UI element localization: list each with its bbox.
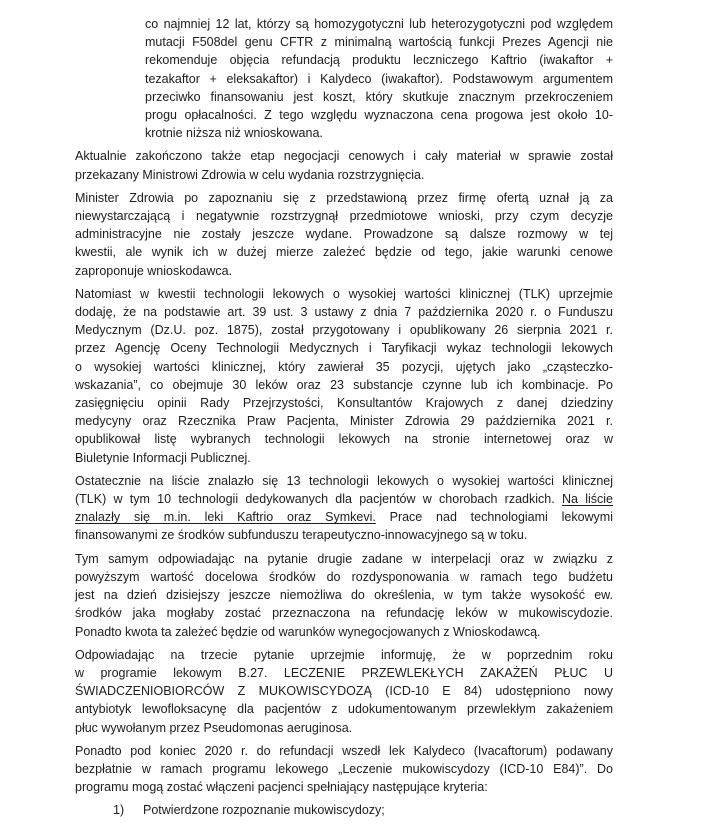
- text-line: [75, 508, 613, 526]
- text-line: [145, 88, 613, 106]
- text-segment: Medycznym (Dz.U. poz. 1875), został przygotowany i opublikowany 26 sierpnia 2021 r.: [75, 323, 613, 338]
- text-segment: jest na dzień dzisiejszy jeszcze niemożliwa do określenia, w tym także wysokość ew.: [75, 588, 613, 603]
- text-segment: progu opłacalności. Z tego względu wyznaczona cena progowa jest około 10-: [145, 108, 613, 123]
- text-line: [75, 664, 613, 682]
- text-segment: Ponadto pod koniec 2020 r. do refundacji wszedł lek Kalydeco (Ivacaftorum) podawany: [75, 743, 613, 758]
- text-segment: kwestii, ale wynik ich w dużej mierze zależeć będzie od tego, jakie warunki cenowe: [75, 245, 613, 260]
- text-line: [145, 51, 613, 69]
- text-segment: tezakaftor + eleksakaftor) i Kalydeco (iwakaftor). Podstawowym argumentem: [145, 71, 613, 86]
- text-segment: Biuletynie Informacji Publicznej.: [75, 450, 251, 465]
- text-line: [145, 70, 613, 88]
- text-line: [75, 449, 613, 467]
- text-line: [75, 682, 613, 700]
- paragraph-5: [75, 472, 613, 545]
- text-segment: antybiotyk lewofloksacynę dla pacjentów z udokumentowanym przewlekłym zakażeniem: [75, 702, 613, 717]
- underlined-text: Na liście: [561, 492, 613, 507]
- text-line: [75, 760, 613, 778]
- text-line: [75, 526, 613, 544]
- text-line: [145, 15, 613, 33]
- text-segment: rekomenduje objęcia refundacją produktu leczniczego Kaftrio (iwakaftor +: [145, 53, 613, 68]
- text-line: [145, 33, 613, 51]
- text-segment: krotnie niższa niż wnioskowana.: [145, 126, 323, 141]
- text-segment: Odpowiadając na trzecie pytanie uprzejmie informuję, że w poprzednim roku: [75, 647, 613, 662]
- text-segment: medycyny oraz Rzecznika Praw Pacjenta, Minister Zdrowia 29 października 2021 r.: [75, 414, 613, 429]
- text-segment: Tym samym odpowiadając na pytanie drugie zadane w interpelacji oraz w związku z: [75, 551, 613, 566]
- text-line: [75, 586, 613, 604]
- text-line: [75, 207, 613, 225]
- text-line: [75, 472, 613, 490]
- text-segment: mutacji F508del genu CFTR z minimalną wartością funkcji Prezes Agencji nie: [145, 35, 613, 50]
- text-segment: środków jaka mogłaby zostać przeznaczona na refundację leków w mukowiscydozie.: [75, 606, 613, 621]
- text-line: [75, 700, 613, 718]
- text-line: [75, 550, 613, 568]
- list-item: [75, 801, 613, 819]
- text-line: [145, 106, 613, 124]
- paragraph-1: [75, 15, 613, 142]
- text-line: [75, 646, 613, 664]
- text-segment: przeciwko finansowaniu jest koszt, który skutkuje znacznym przekroczeniem: [145, 89, 613, 104]
- text-segment: Aktualnie zakończono także etap negocjacji cenowych i cały materiał w sprawie został: [75, 149, 613, 164]
- paragraph-4: [75, 285, 613, 467]
- text-segment: Potwierdzone rozpoznanie mukowiscydozy;: [143, 803, 385, 818]
- text-segment: administracyjne nie zostały jeszcze wydane. Prowadzone są dalsze rozmowy w tej: [75, 227, 613, 242]
- text-segment: bezpłatnie w ramach programu lekowego „Leczenie mukowiscydozy (ICD-10 E84)”. Do: [75, 761, 613, 776]
- text-line: [75, 321, 613, 339]
- text-segment: co najmniej 12 lat, którzy są homozygotyczni lub heterozygotyczni pod względem: [145, 17, 613, 31]
- text-line: [75, 358, 613, 376]
- text-line: [75, 430, 613, 448]
- text-line: [75, 490, 613, 508]
- text-line: [75, 166, 613, 184]
- text-segment: (TLK) w tym 10 technologii dedykowanych dla pacjentów w chorobach rzadkich.: [75, 492, 562, 507]
- text-segment: opublikował listę wybranych technologii lekowych na stronie internetowej oraz w: [75, 432, 613, 447]
- paragraph-3: [75, 189, 613, 280]
- text-segment: Ostatecznie na liście znalazło się 13 technologii lekowych o wysokiej wartości klinicznej: [75, 473, 613, 488]
- text-line: [75, 147, 613, 165]
- text-segment: o wysokiej wartości klinicznej, który zawierał 35 pozycji, ujętych jako „cząsteczko-: [75, 359, 613, 374]
- text-segment: wskazania”, co obejmuje 30 leków oraz 23 substancje czynne lub ich kombinacje. Po: [75, 377, 613, 392]
- text-segment: Minister Zdrowia po zapoznaniu się z przedstawioną przez firmę ofertą uznał ją za: [75, 190, 613, 205]
- text-segment: zaproponuje wnioskodawca.: [75, 263, 233, 278]
- paragraph-8: [75, 742, 613, 797]
- text-segment: w programie lekowym B.27. LECZENIE PRZEWLEKŁYCH ZAKAŻEŃ PŁUC U: [75, 665, 613, 680]
- text-line: [75, 394, 613, 412]
- text-line: [75, 568, 613, 586]
- text-segment: przekazany Ministrowi Zdrowia w celu wydania rozstrzygnięcia.: [75, 167, 425, 182]
- text-line: [75, 339, 613, 357]
- text-line: [75, 243, 613, 261]
- text-line: [75, 778, 613, 796]
- list-marker: 1): [113, 803, 125, 818]
- text-line: [75, 285, 613, 303]
- text-line: [75, 225, 613, 243]
- text-segment: programu mogą zostać włączeni pacjenci spełniający następujące kryteria:: [75, 780, 488, 795]
- text-segment: ŚWIADCZENIOBIORCÓW Z MUKOWISCYDOZĄ (ICD-10 E 84) udostępniono nowy: [75, 684, 613, 699]
- paragraph-6: [75, 550, 613, 641]
- text-segment: przez Agencję Oceny Technologii Medycznych i Taryfikacji wykaz technologii lekowych: [75, 341, 613, 356]
- text-line: [75, 412, 613, 430]
- text-segment: Prace nad technologiami lekowymi: [375, 510, 613, 525]
- text-segment: płuc wywołanym przez Pseudomonas aeruginosa.: [75, 720, 353, 735]
- text-segment: dodaję, że na podstawie art. 39 ust. 3 ustawy z dnia 7 października 2020 r. o Funduszu: [75, 305, 613, 320]
- underlined-text: znalazły się m.in. leki Kaftrio oraz Symkevi.: [75, 510, 376, 525]
- paragraph-2: [75, 147, 613, 183]
- text-line: [75, 303, 613, 321]
- text-line: [75, 189, 613, 207]
- text-line: [145, 124, 613, 142]
- text-line: [75, 376, 613, 394]
- text-line: [143, 801, 385, 819]
- text-segment: niewystarczającą i negatywnie rozstrzygnął przedmiotowe wnioski, przy czym decyzje: [75, 209, 613, 224]
- text-line: [75, 742, 613, 760]
- text-segment: Ponadto kwota ta zależeć będzie od warunków wynegocjowanych z Wnioskodawcą.: [75, 624, 541, 639]
- text-line: [75, 604, 613, 622]
- list-item-text: [143, 801, 385, 819]
- text-line: [75, 262, 613, 280]
- text-line: [75, 623, 613, 641]
- text-line: [75, 719, 613, 737]
- text-segment: powyższym wartość docelowa środków do rozdysponowania w ramach tego budżetu: [75, 569, 613, 584]
- text-segment: zasięgnięciu opinii Rady Przejrzystości, Konsultantów Krajowych z danej dziedziny: [75, 396, 613, 411]
- text-segment: Natomiast w kwestii technologii lekowych o wysokiej wartości klinicznej (TLK) uprzejmie: [75, 286, 613, 301]
- text-segment: finansowanymi ze środków subfunduszu terapeutyczno-innowacyjnego są w toku.: [75, 528, 528, 543]
- paragraph-7: [75, 646, 613, 737]
